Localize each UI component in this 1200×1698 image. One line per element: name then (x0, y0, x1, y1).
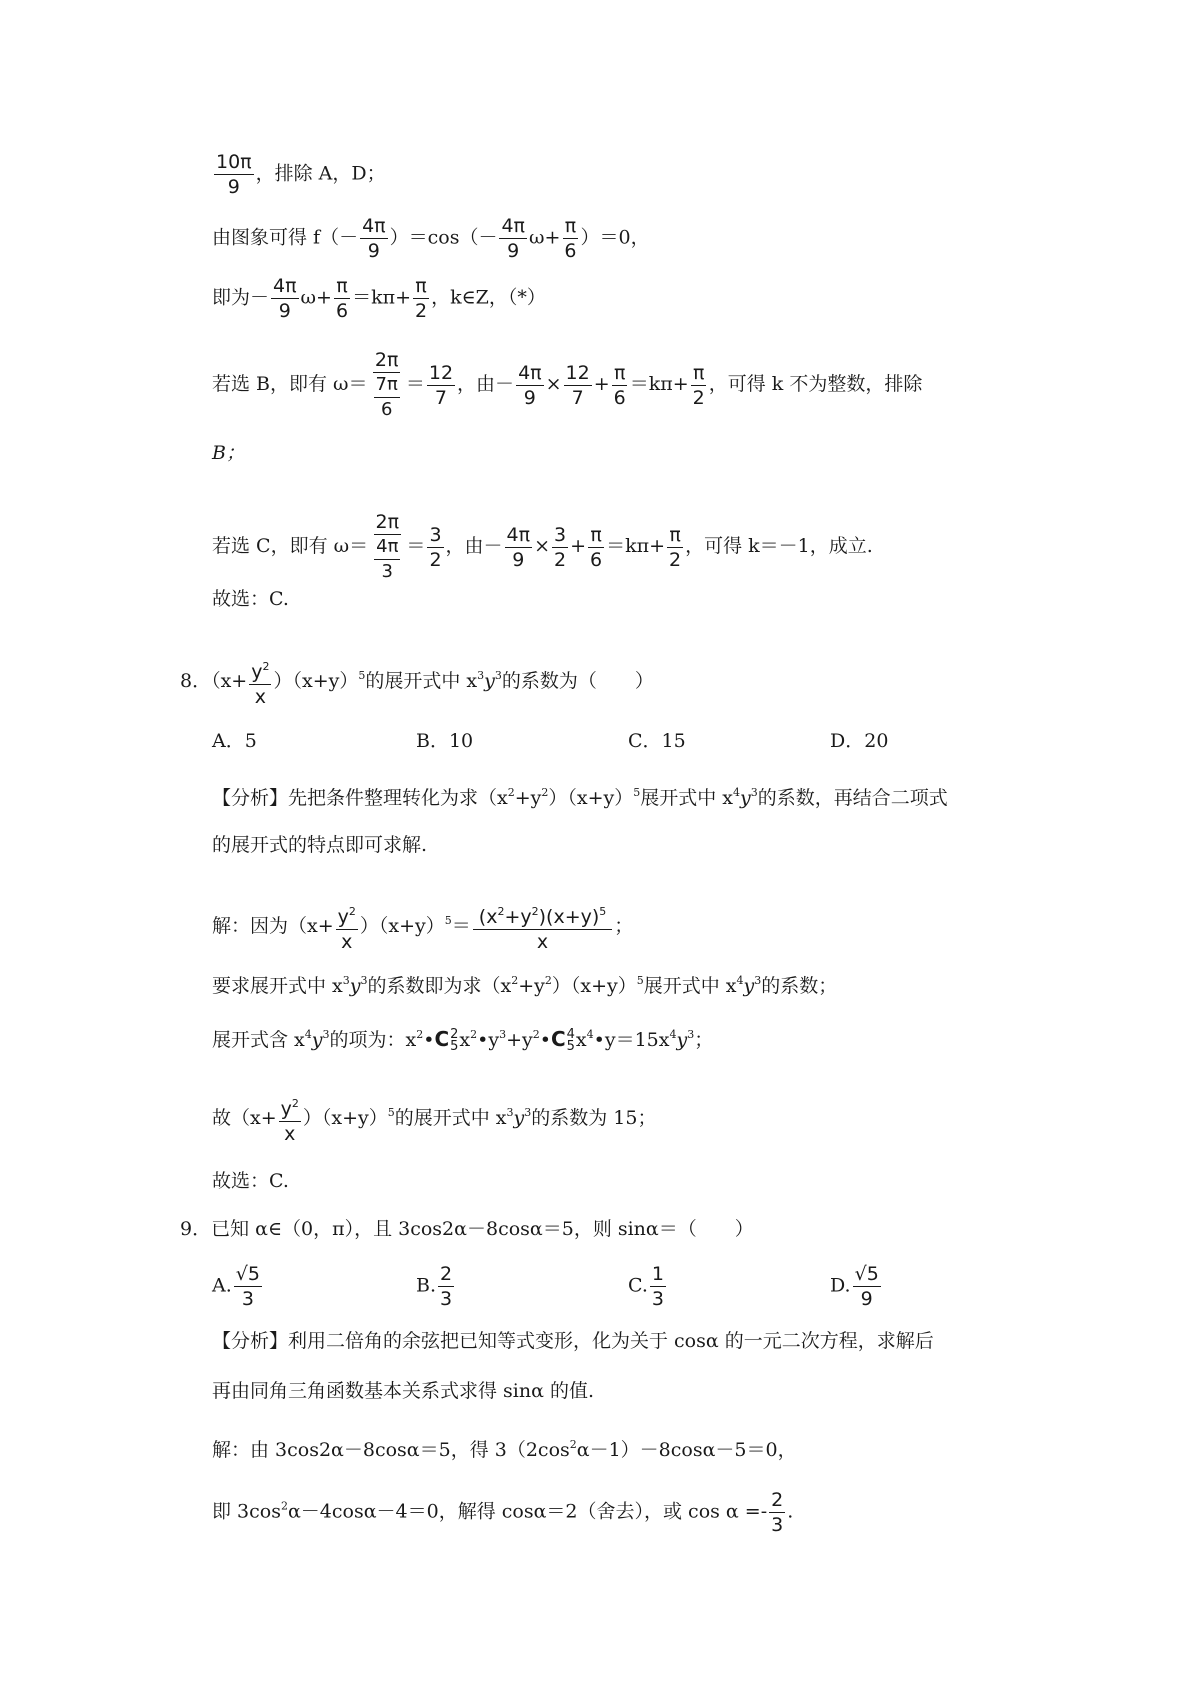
solution-8-line-4: 故（x+ $\frac{y^2}{x}$ ）$(x+y)^5$的展开式中 $x^3y^3$的系数为 15； (212, 1092, 1032, 1146)
option-9-d[interactable]: D. $\frac{√5}{9}$ (830, 1263, 879, 1310)
option-8-d[interactable]: D．20 (830, 730, 889, 752)
option-8-c[interactable]: C．15 (628, 730, 686, 752)
analysis-8-line-1: 【分析】先把条件整理转化为求$(x^2+y^2)(x+y)^5$展开式中 $x^4y^3$的系数，再结合二项式 (212, 786, 948, 809)
option-9-a[interactable]: A. $\frac{√5}{3}$ (212, 1263, 260, 1310)
text-line-6: 若选 C，即有 ω＝ $\frac{2\pi}{\frac{4\pi}{3}}$ ＝ $\frac{3}{2}$ ，由－ $\frac{4\pi}{9}$ × $\frac{3}{2}$ + $\frac{\pi}{6}$ ＝kπ+ $\frac{\pi}{2}$ ，可得 k＝－1，成立. (212, 511, 873, 582)
analysis-8-line-2: 的展开式的特点即可求解. (212, 834, 428, 856)
option-8-a[interactable]: A．5 (212, 730, 257, 752)
solution-8-line-2: 要求展开式中 $x^3y^3$的系数即为求$(x^2+y^2)(x+y)^5$展开式中 $x^4y^3$的系数； (212, 974, 838, 997)
text-line-4: 若选 B，即有 ω＝ $\frac{2\pi}{\frac{7\pi}{6}}$ ＝ $\frac{12}{7}$ ，由－ $\frac{4\pi}{9}$ × $\frac{12}{7}$ + $\frac{\pi}{6}$ ＝kπ+ $\frac{\pi}{2}$ ，可得 k 不为整数，排除 (212, 349, 923, 420)
text-line-7: 故选：C. (212, 588, 289, 610)
solution-9-line-1: 解：由 3cos2α－8cosα＝5，得 $3(2\cos^2\alpha-1)-8\cos\alpha-5=0$， (212, 1438, 797, 1461)
analysis-9-line-2: 再由同角三角函数基本关系式求得 sinα 的值. (212, 1380, 595, 1402)
question-9: 9．已知 α∈（0，π），且 3cos2α－8cosα＝5，则 sinα＝（ ） (180, 1218, 754, 1240)
text-line-1: $\frac{10\pi}{9}$ ，排除 A，D； (216, 151, 386, 198)
solution-8-line-1: 解：因为（x+ $\frac{y^2}{x}$ ）$(x+y)^5=$ $\frac{(x^2+y^2)(x+y)^5}{x}$ ； (212, 900, 1032, 954)
question-8: 8．（x+ $\frac{y^2}{x}$ ）$(x+y)^5$的展开式中 $x^3y^3$的系数为（ ） (180, 655, 1000, 709)
solution-8-line-3: 展开式含 $x^4y^3$的项为：$x^2•C$ 2 5 $x^2•y^3+y^2•C$ 4 5 $x^4•y=15x^4y^3$； (212, 1027, 714, 1054)
solution-8-line-5: 故选：C. (212, 1170, 289, 1192)
option-8-b[interactable]: B．10 (416, 730, 474, 752)
analysis-9-line-1: 【分析】利用二倍角的余弦把已知等式变形，化为关于 cosα 的一元二次方程，求解后 (212, 1330, 934, 1352)
text-line-5: B； (212, 442, 245, 464)
option-9-b[interactable]: B. $\frac{2}{3}$ (416, 1263, 453, 1310)
fraction: $\frac{10\pi}{9}$ (216, 151, 252, 198)
text-line-2: 由图象可得 f（－ $\frac{4\pi}{9}$ ）＝cos（－ $\frac{4\pi}{9}$ ω+ $\frac{\pi}{6}$ ）＝0， (212, 215, 650, 262)
text-line-3: 即为－ $\frac{4\pi}{9}$ ω+ $\frac{\pi}{6}$ ＝kπ+ $\frac{\pi}{2}$ ，k∈Z，（*） (212, 275, 546, 322)
solution-9-line-2: 即 $3\cos^2\alpha-4\cos\alpha-4=0$，解得 cosα＝2（舍去），或 cos α =- $\frac{2}{3}$ . (212, 1489, 794, 1536)
option-9-c[interactable]: C. $\frac{1}{3}$ (628, 1263, 664, 1310)
